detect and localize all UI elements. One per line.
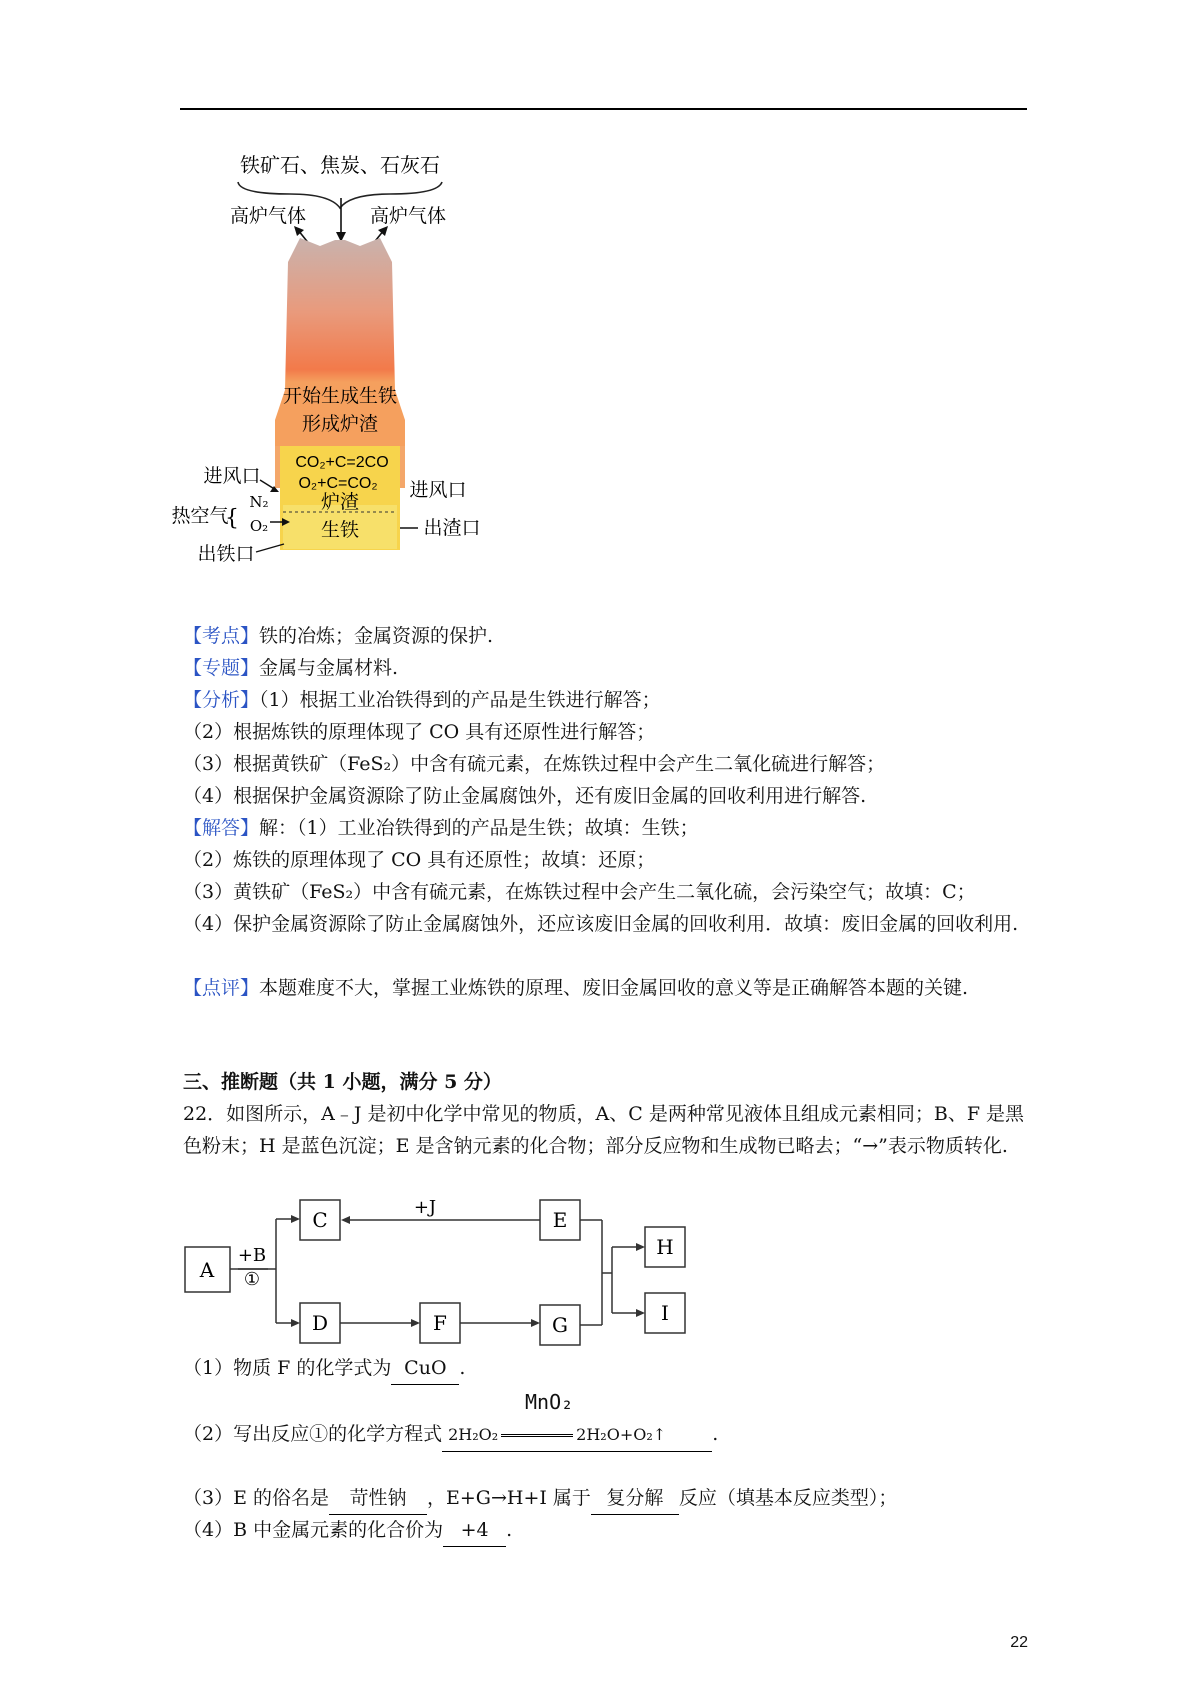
gas-right-label: 高炉气体 (369, 206, 447, 227)
furnace-top-label: 铁矿石、焦炭、石灰石 (240, 155, 440, 177)
svg-text:出铁口: 出铁口 (197, 544, 255, 565)
answer-1-blank: CuO (391, 1352, 459, 1385)
svg-text:E: E (552, 1208, 568, 1232)
svg-text:D: D (311, 1311, 329, 1335)
section-heading: 三、推断题（共 1 小题，满分 5 分） (183, 1071, 502, 1093)
blast-furnace-diagram (171, 150, 540, 610)
top-brace (238, 182, 442, 208)
catalyst-label: MnO₂ (525, 1390, 574, 1414)
svg-text:热空气: 热空气 (171, 506, 229, 527)
header-rule (180, 108, 1027, 110)
svg-text:进风口: 进风口 (203, 466, 261, 487)
jieda-line-3: （3）黄铁矿（FeS₂）中含有硫元素，在炼铁过程中会产生二氧化硫，会污染空气；故填：C； (183, 881, 976, 903)
svg-text:O₂: O₂ (249, 517, 269, 535)
svg-text:+B: +B (237, 1245, 267, 1266)
svg-text:I: I (661, 1301, 669, 1325)
svg-text:进风口: 进风口 (409, 480, 467, 501)
zhuanti-line: 【专题】金属与金属材料. (183, 657, 399, 679)
svg-text:生铁: 生铁 (320, 520, 360, 541)
svg-text:形成炉渣: 形成炉渣 (301, 414, 379, 435)
fenxi-line-3: （3）根据黄铁矿（FeS₂）中含有硫元素，在炼铁过程中会产生二氧化硫进行解答； (183, 753, 886, 775)
svg-text:+J: +J (413, 1197, 437, 1218)
svg-text:CO₂+C=2CO: CO₂+C=2CO (295, 454, 389, 471)
svg-text:F: F (433, 1311, 447, 1335)
gas-left-label: 高炉气体 (229, 206, 307, 227)
answer-3: （3）E 的俗名是 苛性钠 ，E+G→H+I 属于 复分解 反应（填基本反应类型）； (183, 1482, 897, 1515)
svg-text:①: ① (243, 1269, 261, 1290)
answer-4: （4）B 中金属元素的化合价为 +4 . (183, 1514, 512, 1547)
fenxi-line-4: （4）根据保护金属资源除了防止金属腐蚀外，还有废旧金属的回收利用进行解答. (183, 785, 867, 807)
svg-text:{: { (225, 506, 239, 531)
svg-text:开始生成生铁: 开始生成生铁 (282, 386, 398, 407)
svg-text:N₂: N₂ (249, 493, 269, 511)
fenxi-line-2: （2）根据炼铁的原理体现了 CO 具有还原性进行解答； (183, 721, 656, 743)
answer-2: （2）写出反应①的化学方程式 2H₂O₂ 2H₂O+O₂↑ . (183, 1418, 718, 1452)
kaodian-line: 【考点】铁的冶炼；金属资源的保护. (183, 625, 494, 647)
svg-text:C: C (312, 1208, 328, 1232)
svg-text:A: A (199, 1258, 215, 1282)
page-number: 22 (1010, 1634, 1028, 1651)
reaction-flow-diagram (180, 1195, 710, 1355)
jieda-line-1: 【解答】解：（1）工业冶铁得到的产品是生铁；故填：生铁； (183, 817, 699, 839)
svg-text:O₂+C=CO₂: O₂+C=CO₂ (298, 475, 378, 492)
fenxi-line-1: 【分析】（1）根据工业冶铁得到的产品是生铁进行解答； (183, 689, 661, 711)
answer-1: （1）物质 F 的化学式为 CuO . (183, 1352, 465, 1385)
svg-text:G: G (552, 1313, 568, 1337)
dianping-line: 【点评】本题难度不大，掌握工业炼铁的原理、废旧金属回收的意义等是正确解答本题的关键. (183, 977, 969, 999)
jieda-line-4: （4）保护金属资源除了防止金属腐蚀外，还应该废旧金属的回收利用．故填：废旧金属的回收利用. (183, 913, 1019, 935)
svg-text:出渣口: 出渣口 (423, 518, 481, 539)
svg-text:H: H (656, 1235, 674, 1259)
jieda-line-2: （2）炼铁的原理体现了 CO 具有还原性；故填：还原； (183, 849, 656, 871)
question-22: 22．如图所示，A﹣J 是初中化学中常见的物质，A、C 是两种常见液体且组成元素相同；B、F 是黑色粉末；H 是蓝色沉淀；E 是含钠元素的化合物；部分反应物和生成物已略去；“→”表示物质转化. (183, 1103, 1025, 1157)
svg-text:炉渣: 炉渣 (320, 492, 360, 513)
